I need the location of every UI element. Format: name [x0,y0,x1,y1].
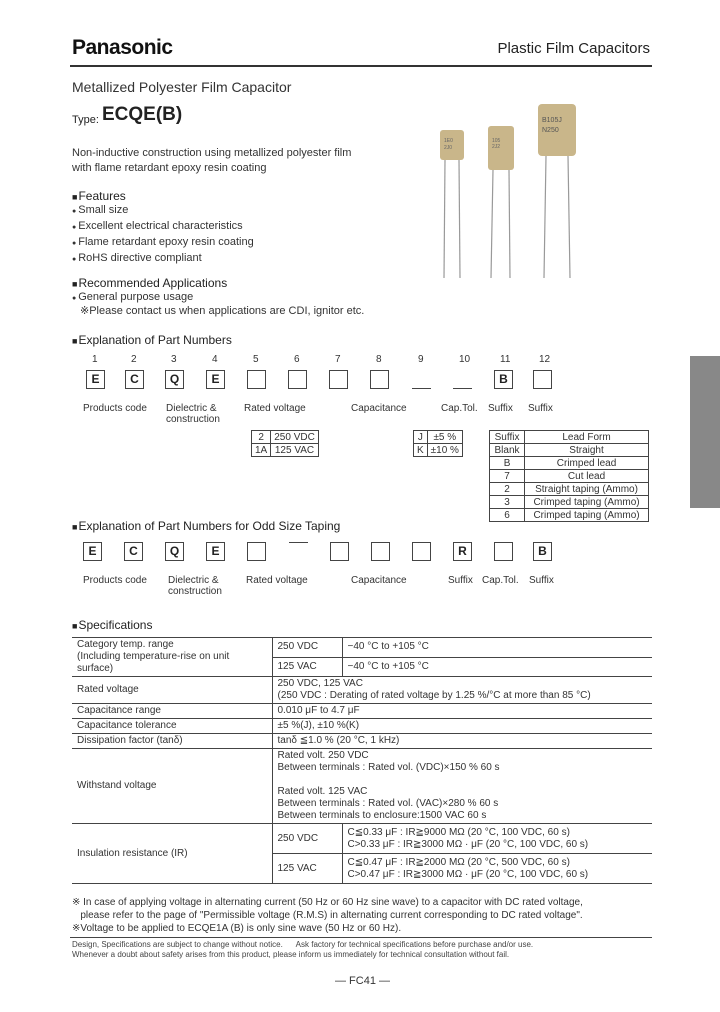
position-number: 12 [539,354,551,365]
voltage-code-table [251,430,319,457]
odd-label-rated-voltage: Rated voltage [246,575,308,586]
odd-label-suffix-2: Suffix [529,575,554,586]
table-row: Capacitance range 0.010 μF to 4.7 μF [72,704,652,719]
cap1-marking-2: 2J0 [444,145,453,151]
table-row: B Crimped lead [490,457,649,470]
table-row: Capacitance tolerance ±5 %(J), ±10 %(K) [72,719,652,734]
odd-code-box: E [206,542,225,561]
part-code-box [370,370,389,389]
features-list [72,203,254,267]
odd-code-box [412,542,431,561]
position-number: 4 [212,354,218,365]
part-code-box [288,370,307,389]
position-number: 7 [335,354,341,365]
sidebar-tab [690,356,720,508]
part-code-box [247,370,266,389]
odd-label-cap-tol: Cap.Tol. [482,575,519,586]
caution-text: Design, Specifications are subject to change without notice. Ask factory for technical specifications before purchase and/or use. Whenever a doubt about safety arises from this product, please inform us immediately for technical consultation without fail. [72,940,534,959]
label-cap-tol: Cap.Tol. [441,403,478,414]
odd-code-box: E [83,542,102,561]
list-item: ● Small size [72,203,254,219]
part-code-box [453,388,472,389]
applications-heading: ■ Recommended Applications [72,276,227,290]
table-row: J ±5 % [414,431,463,444]
features-heading: ■ Features [72,189,126,203]
part-code-box: E [206,370,225,389]
table-row: 7 Cut lead [490,470,649,483]
odd-label-suffix: Suffix [448,575,473,586]
applications-note: ※Please contact us when applications are CDI, ignitor etc. [80,305,365,317]
position-number: 3 [171,354,177,365]
table-row: Withstand voltage Rated volt. 250 VDC Between terminals : Rated vol. (VDC)×150 % 60 s Rated volt. 125 VAC Between terminals : Rated vol. (VAC)×280 % 60 s Between terminals to enclosure:1500 VAC 60 s [72,749,652,824]
list-item: ● Excellent electrical characteristics [72,219,254,235]
product-title: Metallized Polyester Film Capacitor [72,79,292,95]
list-item: ● Flame retardant epoxy resin coating [72,235,254,251]
cap2-marking-2: 2J2 [492,144,501,150]
footer-rule [70,937,652,938]
position-number: 9 [418,354,424,365]
footnote-2: ※Voltage to be applied to ECQE1A (B) is only sine wave (50 Hz or 60 Hz). [72,923,402,934]
part-code-box [412,388,431,389]
cap1-marking-1: 1E0 [444,138,453,144]
brand-logo: Panasonic [72,36,173,59]
odd-label-dielectric: Dielectric & construction [168,575,222,597]
specifications-table [72,637,652,884]
position-number: 5 [253,354,259,365]
table-row: 6 Crimped taping (Ammo) [490,509,649,522]
table-row: 2 Straight taping (Ammo) [490,483,649,496]
position-number: 10 [459,354,471,365]
table-row: Category temp. range (Including temperature-rise on unit surface) 250 VDC −40 °C to +105 °C [72,638,652,658]
table-row: Rated voltage 250 VDC, 125 VAC (250 VDC : Derating of rated voltage by 1.25 %/°C at more than 85 °C) [72,677,652,704]
list-item: ● RoHS directive compliant [72,251,254,267]
part-code-box: E [86,370,105,389]
table-row: 1A 125 VAC [252,444,319,457]
table-row: 2 250 VDC [252,431,319,444]
cap3-marking-2: N250 [542,127,559,134]
part-code-box: Q [165,370,184,389]
part-code-box: B [494,370,513,389]
label-rated-voltage: Rated voltage [244,403,306,414]
label-suffix-2: Suffix [528,403,553,414]
odd-label-product-code: Products code [83,575,147,586]
label-dielectric: Dielectric & construction [166,403,220,425]
table-row: Insulation resistance (IR) 250 VDC C≦0.33 μF : IR≧9000 MΩ (20 °C, 100 VDC, 60 s) C>0.33 μF : IR≧3000 MΩ · μF (20 °C, 100 VDC, 60 s) [72,824,652,854]
suffix-table [489,430,649,522]
odd-code-box: C [124,542,143,561]
odd-code-box [494,542,513,561]
position-number: 6 [294,354,300,365]
category-title: Plastic Film Capacitors [497,40,650,57]
tolerance-code-table [413,430,463,457]
header-rule [70,65,652,67]
sidebar-label: Metallized Film [678,404,692,485]
table-row: Blank Straight [490,444,649,457]
odd-code-box [289,542,308,543]
cap3-marking-1: B105J [542,117,562,124]
position-number: 8 [376,354,382,365]
cap2-marking-1: 105 [492,138,501,144]
position-number: 11 [500,354,511,365]
footnote-1: ※ In case of applying voltage in alternating current (50 Hz or 60 Hz sine wave) to a capacitor with DC rated voltage, please refer to the page of "Permissible voltage (R.M.S) in alternating current corresponding to DC rated voltage". [72,897,583,921]
table-row: K ±10 % [414,444,463,457]
part-code-box [329,370,348,389]
label-capacitance: Capacitance [351,403,407,414]
type-name: ECQE(B) [102,104,183,125]
list-item: ● General purpose usage [72,290,193,306]
position-number: 1 [92,354,98,365]
odd-code-box [247,542,266,561]
odd-code-box [330,542,349,561]
odd-code-box [371,542,390,561]
table-row: Dissipation factor (tanδ) tanδ ≦1.0 % (20 °C, 1 kHz) [72,734,652,749]
odd-size-heading: ■ Explanation of Part Numbers for Odd Size Taping [72,519,340,533]
table-row: 125 VAC C≦0.47 μF : IR≧2000 MΩ (20 °C, 500 VDC, 60 s) C>0.47 μF : IR≧3000 MΩ · μF (20 °C, 100 VDC, 60 s) [72,854,652,884]
table-row: Suffix Lead Form [490,431,649,444]
odd-code-box: Q [165,542,184,561]
label-product-code: Products code [83,403,147,414]
odd-code-box: R [453,542,472,561]
odd-label-capacitance: Capacitance [351,575,407,586]
intro-text: Non-inductive construction using metallized polyester film with flame retardant epoxy resin coating [72,147,352,174]
odd-code-box: B [533,542,552,561]
part-code-box [533,370,552,389]
type-label: Type: [72,114,99,126]
table-row: 125 VAC −40 °C to +105 °C [72,657,652,677]
part-code-box: C [125,370,144,389]
part-numbers-heading: ■ Explanation of Part Numbers [72,333,232,347]
product-photo [430,100,580,280]
position-number: 2 [131,354,137,365]
specs-heading: ■ Specifications [72,618,152,632]
page-number: — FC41 — [335,975,391,987]
label-suffix-1: Suffix [488,403,513,414]
table-row: 3 Crimped taping (Ammo) [490,496,649,509]
